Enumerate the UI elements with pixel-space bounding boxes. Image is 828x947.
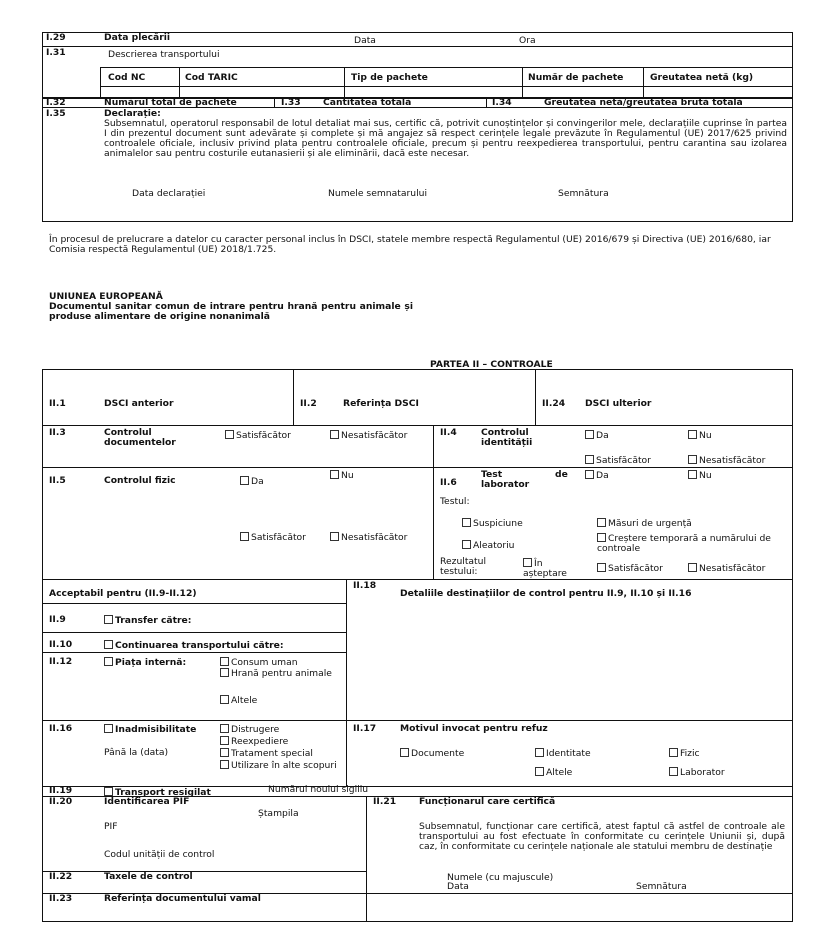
field-num-i29: I.29	[46, 32, 66, 43]
option-label: Transport resigilat	[115, 787, 211, 798]
col-cod-taric: Cod TARIC	[185, 72, 238, 83]
field-num-ii12: II.12	[49, 656, 73, 667]
ii16-tratament[interactable]	[220, 748, 313, 759]
checkbox-icon	[669, 748, 678, 757]
divider	[346, 579, 347, 787]
option-label: Satisfăcător	[608, 563, 663, 574]
field-label-ii2: Referința DSCI	[343, 398, 419, 409]
field-num-ii1: II.1	[49, 398, 66, 409]
option-label: Utilizare în alte scopuri	[231, 760, 337, 771]
field-label-ii6-b: de	[555, 469, 568, 480]
field-num-i34: I.34	[492, 97, 512, 108]
checkbox-icon	[688, 470, 697, 479]
option-label: Fizic	[680, 748, 700, 759]
option-label: Identitate	[546, 748, 591, 759]
ii6-rezultat-label: Rezultatul testului:	[440, 556, 487, 577]
ii16-inadmisibilitate[interactable]	[104, 724, 196, 735]
field-num-i32: I.32	[46, 97, 66, 108]
signatory-name-label: Numele semnatarului	[328, 188, 428, 199]
divider	[42, 603, 346, 604]
ii6-satisfactor[interactable]	[597, 563, 663, 574]
option-label: Satisfăcător	[251, 532, 306, 543]
option-label: În așteptare	[523, 558, 567, 579]
privacy-note: În procesul de prelucrare a datelor cu caracter personal inclus în DSCI, statele membre respectă Regulamentul (UE) 2016/679 și Directiva (UE) 2016/680, iar Comisia respectă Regulamentul (UE) 2018/1.725.	[49, 234, 771, 256]
option-label: Laborator	[680, 767, 725, 778]
ii12-piata-interna[interactable]	[104, 657, 186, 668]
checkbox-icon	[462, 540, 471, 549]
field-num-ii6: II.6	[440, 477, 457, 488]
divider	[486, 97, 487, 107]
checkbox-icon	[220, 748, 229, 757]
option-label: Măsuri de urgență	[608, 518, 692, 529]
divider	[274, 97, 275, 107]
checkbox-icon	[330, 532, 339, 541]
checkbox-icon	[220, 695, 229, 704]
checkbox-icon	[585, 470, 594, 479]
document-title: Documentul sanitar comun de intrare pentru hrană pentru animale și produse alimentare de origine nonanimală	[49, 301, 413, 323]
col-numar-pachete: Număr de pachete	[528, 72, 624, 83]
option-label: Nesatisfăcător	[699, 455, 766, 466]
checkbox-icon	[597, 533, 606, 542]
acceptabil-label: Acceptabil pentru (II.9-II.12)	[49, 588, 197, 599]
option-label: Inadmisibilitate	[115, 724, 197, 735]
field-label-ii6-c: laborator	[481, 479, 530, 490]
checkbox-icon	[462, 518, 471, 527]
checkbox-icon	[220, 736, 229, 745]
ii6-da[interactable]	[585, 470, 609, 481]
divider	[344, 67, 345, 97]
field-num-ii9: II.9	[49, 614, 66, 625]
ii4-da[interactable]	[585, 430, 609, 441]
divider	[42, 467, 793, 468]
field-num-i35: I.35	[46, 108, 66, 119]
checkbox-icon	[400, 748, 409, 757]
option-label: Satisfăcător	[236, 430, 291, 441]
field-label-i35: Declarație:	[104, 108, 161, 119]
checkbox-icon	[688, 563, 697, 572]
ii21-data-label: Data	[447, 881, 469, 892]
field-num-ii16: II.16	[49, 723, 73, 734]
option-label: Nesatisfăcător	[341, 532, 408, 543]
ii6-masuri-urgenta[interactable]	[597, 518, 692, 529]
ii3-nesatisfactor[interactable]	[330, 430, 407, 441]
ii5-satisfactor[interactable]	[240, 532, 306, 543]
ii16-reexpediere[interactable]	[220, 736, 288, 747]
checkbox-icon	[104, 724, 113, 733]
checkbox-icon	[597, 563, 606, 572]
checkbox-icon	[330, 470, 339, 479]
option-label: Suspiciune	[473, 518, 523, 529]
divider	[433, 425, 434, 467]
field-label-ii21: Funcționarul care certifică	[419, 796, 556, 807]
ii3-satisfactor[interactable]	[225, 430, 291, 441]
option-label: Continuarea transportului către:	[115, 640, 284, 651]
field-num-ii20: II.20	[49, 796, 73, 807]
field-data-label: Data	[354, 35, 376, 46]
ii4-satisfactor[interactable]	[585, 455, 651, 466]
ii17-documente[interactable]	[400, 748, 464, 759]
option-label: Nu	[699, 430, 712, 441]
checkbox-icon	[330, 430, 339, 439]
checkbox-icon	[688, 430, 697, 439]
ii6-suspiciune[interactable]	[462, 518, 523, 529]
field-label-ii17: Motivul invocat pentru refuz	[400, 723, 548, 734]
option-label: Aleatoriu	[473, 540, 515, 551]
ii6-nesatisfactor[interactable]	[688, 563, 765, 574]
option-label: Reexpediere	[231, 736, 289, 747]
divider	[366, 796, 367, 922]
field-label-ii1: DSCI anterior	[104, 398, 174, 409]
divider	[293, 369, 294, 425]
option-label: Da	[596, 430, 609, 441]
checkbox-icon	[585, 455, 594, 464]
ii19-sigiliu-label: Numărul noului sigiliu	[268, 784, 369, 795]
field-num-ii19: II.19	[49, 785, 73, 796]
checkbox-icon	[523, 558, 532, 567]
option-label: Documente	[411, 748, 465, 759]
divider	[643, 67, 644, 97]
divider	[42, 652, 346, 653]
eu-title: UNIUNEA EUROPEANĂ	[49, 291, 163, 302]
divider	[42, 720, 793, 721]
ii6-crestere[interactable]	[597, 533, 785, 553]
field-label-i33: Cantitatea totală	[323, 97, 412, 108]
col-tip-pachete: Tip de pachete	[351, 72, 428, 83]
checkbox-icon	[220, 668, 229, 677]
ii20-cod-unitate-label: Codul unității de control	[104, 849, 215, 860]
field-label-ii5: Controlul fizic	[104, 475, 176, 486]
option-label: Altele	[231, 695, 258, 706]
field-label-ii3: Controlul documentelor	[104, 427, 176, 448]
ii12-altele[interactable]	[220, 695, 257, 706]
ii21-nume-label: Numele (cu majuscule)	[447, 872, 554, 883]
checkbox-icon	[225, 430, 234, 439]
ii5-da[interactable]	[240, 476, 264, 487]
field-num-ii3: II.3	[49, 427, 66, 438]
field-label-ii20: Identificarea PIF	[104, 796, 190, 807]
declaration-date-label: Data declarației	[132, 188, 206, 199]
declaration-text: Subsemnatul, operatorul responsabil de lotul detaliat mai sus, certific că, potrivit cunoștințelor și convingerilor mele, declarațiile cuprinse în partea I din prezentul document sunt adevărate și complete și mă angajez să respect cerințele legale prevăzute în Regulamentul (UE) 2017/625 privind controalele oficiale, inclusiv privind plata pentru controalele oficiale, precum și pentru reexpedierea transportului, pentru carantina sau izolarea animalelor sau pentru costurile eutanasierii și ale eliminării, dacă este necesar.	[104, 118, 787, 160]
ii9-transfer[interactable]	[104, 615, 191, 626]
divider	[535, 369, 536, 425]
option-label: Nu	[341, 470, 354, 481]
field-label-ii23: Referința documentului vamal	[104, 893, 261, 904]
col-greutate-neta: Greutatea netă (kg)	[650, 72, 754, 83]
option-label: Creștere temporară a numărului de controale	[597, 533, 771, 554]
divider	[42, 871, 366, 872]
option-label: Distrugere	[231, 724, 280, 735]
checkbox-icon	[104, 615, 113, 624]
checkbox-icon	[220, 760, 229, 769]
field-label-i34: Greutatea netă/greutatea brută totală	[544, 97, 743, 108]
field-num-ii4: II.4	[440, 427, 457, 438]
field-ora-label: Ora	[519, 35, 536, 46]
ii6-testul-label: Testul:	[440, 496, 470, 507]
checkbox-icon	[104, 640, 113, 649]
divider	[433, 467, 434, 579]
checkbox-icon	[669, 767, 678, 776]
divider	[179, 67, 180, 97]
field-num-i33: I.33	[281, 97, 301, 108]
ii16-utilizare[interactable]	[220, 760, 340, 771]
field-num-ii24: II.24	[542, 398, 566, 409]
checkbox-icon	[688, 455, 697, 464]
divider	[42, 425, 793, 426]
ii17-identitate[interactable]	[535, 748, 591, 759]
ii17-altele[interactable]	[535, 767, 572, 778]
field-num-ii17: II.17	[353, 723, 377, 734]
divider	[100, 86, 793, 87]
option-label: Consum uman	[231, 657, 298, 668]
field-label-i31: Descrierea transportului	[108, 49, 220, 60]
field-label-i32: Numărul total de pachete	[104, 97, 237, 108]
checkbox-icon	[240, 532, 249, 541]
ii6-aleatoriu[interactable]	[462, 540, 515, 551]
option-label: Da	[251, 476, 264, 487]
option-label: Nesatisfăcător	[341, 430, 408, 441]
ii16-distrugere[interactable]	[220, 724, 279, 735]
field-num-ii18: II.18	[353, 580, 377, 591]
ii16-pana-la: Până la (data)	[104, 747, 169, 758]
ii12-consum-uman[interactable]	[220, 657, 298, 668]
ii6-in-asteptare[interactable]	[523, 558, 578, 578]
ii17-fizic[interactable]	[669, 748, 700, 759]
ii4-nu[interactable]	[688, 430, 712, 441]
option-label: Satisfăcător	[596, 455, 651, 466]
option-label: Nesatisfăcător	[699, 563, 766, 574]
field-num-ii10: II.10	[49, 639, 73, 650]
field-label-ii18: Detaliile destinațiilor de control pentru II.9, II.10 și II.16	[400, 588, 692, 599]
ii4-nesatisfactor[interactable]	[688, 455, 765, 466]
checkbox-icon	[220, 657, 229, 666]
option-label: Altele	[546, 767, 573, 778]
ii20-pif-label: PIF	[104, 821, 118, 832]
option-label: Transfer către:	[115, 615, 192, 626]
field-num-ii2: II.2	[300, 398, 317, 409]
field-label-ii4: Controlul identității	[481, 427, 533, 448]
checkbox-icon	[220, 724, 229, 733]
option-label: Piața internă:	[115, 657, 187, 668]
option-label: Da	[596, 470, 609, 481]
ii20-stampila-label: Ștampila	[258, 808, 299, 819]
checkbox-icon	[104, 657, 113, 666]
divider	[100, 67, 101, 97]
field-num-ii21: II.21	[373, 796, 397, 807]
field-num-ii5: II.5	[49, 475, 66, 486]
ii5-nesatisfactor[interactable]	[330, 532, 407, 543]
ii17-laborator[interactable]	[669, 767, 725, 778]
field-num-ii22: II.22	[49, 871, 73, 882]
ii12-hrana-animale[interactable]	[220, 668, 340, 679]
field-num-ii23: II.23	[49, 893, 73, 904]
ii5-nu[interactable]	[330, 470, 354, 481]
field-label-ii6-a: Test	[481, 469, 503, 480]
divider	[42, 579, 793, 580]
field-label-ii22: Taxele de control	[104, 871, 193, 882]
option-label: Tratament special	[231, 748, 313, 759]
checkbox-icon	[597, 518, 606, 527]
checkbox-icon	[104, 787, 113, 796]
field-num-i31: I.31	[46, 47, 66, 58]
option-label: Nu	[699, 470, 712, 481]
ii21-semnatura-label: Semnătura	[636, 881, 687, 892]
part2-title: PARTEA II – CONTROALE	[430, 359, 553, 370]
ii10-continuare[interactable]	[104, 640, 284, 651]
ii6-nu[interactable]	[688, 470, 712, 481]
divider	[100, 67, 793, 68]
checkbox-icon	[535, 767, 544, 776]
checkbox-icon	[535, 748, 544, 757]
checkbox-icon	[585, 430, 594, 439]
checkbox-icon	[240, 476, 249, 485]
ii21-certification-text: Subsemnatul, funcționar care certifică, atest faptul că astfel de controale ale transportului au fost efectuate în conformitate cu cerințele Uniunii și, după caz, în conformitate cu cerințele naționale ale statului membru de destinație	[419, 821, 785, 853]
divider	[42, 46, 793, 47]
option-label: Hrană pentru animale	[231, 668, 332, 679]
col-cod-nc: Cod NC	[108, 72, 146, 83]
signature-label: Semnătura	[558, 188, 609, 199]
divider	[42, 632, 346, 633]
divider	[522, 67, 523, 97]
field-label-ii24: DSCI ulterior	[585, 398, 652, 409]
field-label-i29: Data plecării	[104, 32, 171, 43]
